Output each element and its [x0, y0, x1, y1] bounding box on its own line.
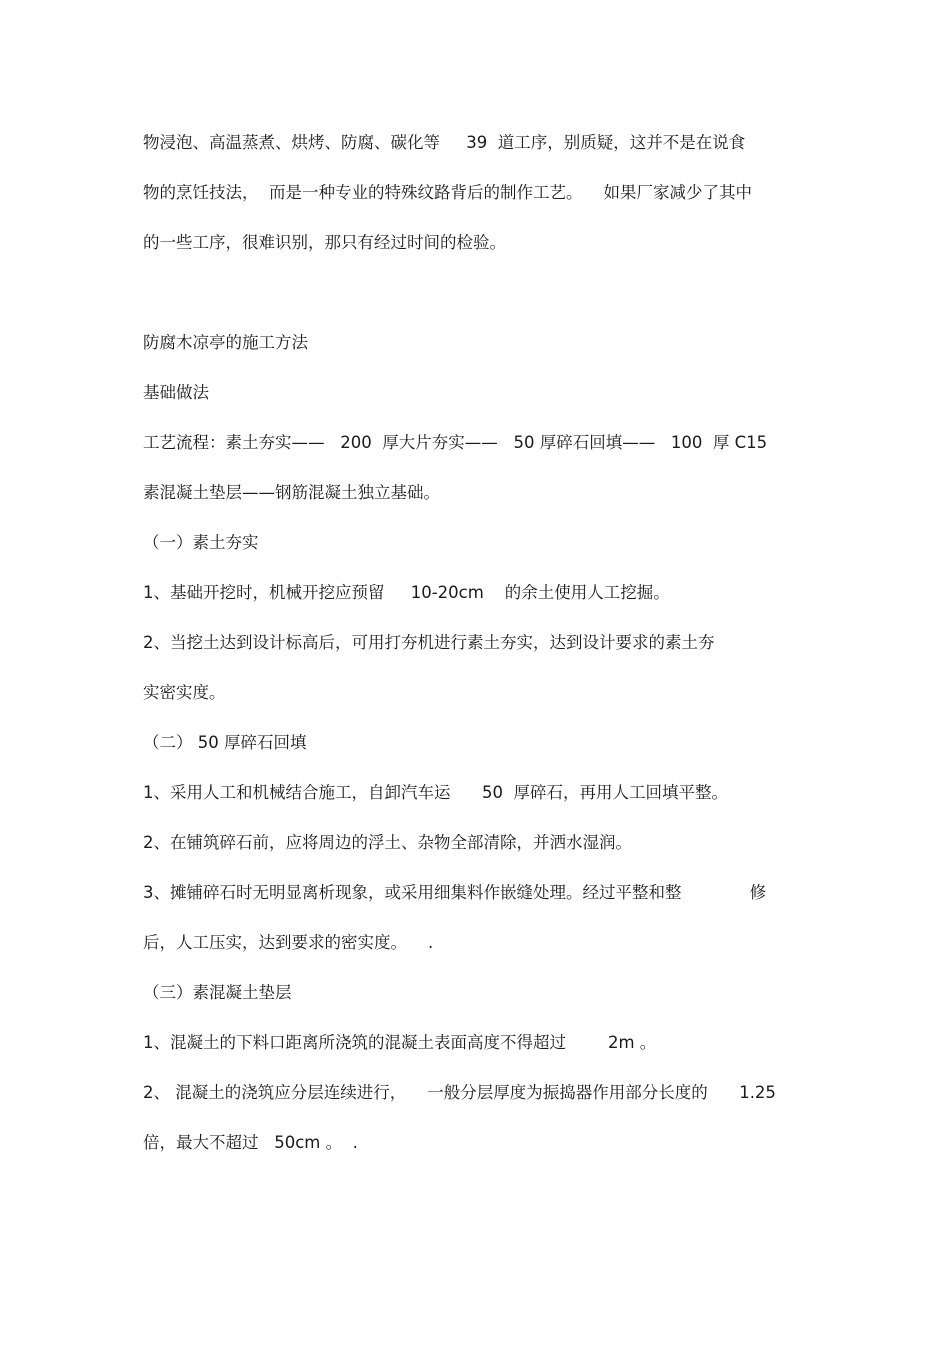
list-item: 2、在铺筑碎石前，应将周边的浮土、杂物全部清除，并洒水湿润。	[143, 833, 632, 852]
list-item: 1、采用人工和机械结合施工，自卸汽车运 50 厚碎石，再用人工回填平整。	[143, 783, 728, 802]
list-item: 2、 混凝土的浇筑应分层连续进行， 一般分层厚度为振捣器作用部分长度的 1.25	[143, 1083, 776, 1102]
paragraph-line: 的一些工序，很难识别，那只有经过时间的检验。	[143, 233, 506, 252]
paragraph-line: 物的烹饪技法， 而是一种专业的特殊纹路背后的制作工艺。 如果厂家减少了其中	[143, 183, 752, 202]
list-item: 2、当挖土达到设计标高后，可用打夯机进行素土夯实，达到设计要求的素土夯	[143, 633, 715, 652]
paragraph-line: 物浸泡、高温蒸煮、烘烤、防腐、碳化等 39 道工序，别质疑，这并不是在说食	[143, 133, 746, 152]
paragraph-line: 工艺流程：素土夯实—— 200 厚大片夯实—— 50 厚碎石回填—— 100 厚 C15	[143, 433, 768, 452]
step-heading: （一）素土夯实	[143, 533, 259, 552]
paragraph-line: 素混凝土垫层——钢筋混凝土独立基础。	[143, 483, 440, 502]
list-item: 1、混凝土的下料口距离所浇筑的混凝土表面高度不得超过 2m 。	[143, 1033, 657, 1052]
list-item: 3、摊铺碎石时无明显离析现象，或采用细集料作嵌缝处理。经过平整和整 修	[143, 883, 767, 902]
section-title: 防腐木凉亭的施工方法	[143, 333, 308, 352]
step-heading: （二） 50 厚碎石回填	[143, 733, 307, 752]
list-item: 1、基础开挖时，机械开挖应预留 10-20cm 的余土使用人工挖掘。	[143, 583, 670, 602]
subsection-title: 基础做法	[143, 383, 209, 402]
list-item-continuation: 后，人工压实，达到要求的密实度。 .	[143, 933, 434, 952]
list-item-continuation: 倍，最大不超过 50cm 。 .	[143, 1133, 358, 1152]
list-item-continuation: 实密实度。	[143, 683, 226, 702]
step-heading: （三）素混凝土垫层	[143, 983, 292, 1002]
